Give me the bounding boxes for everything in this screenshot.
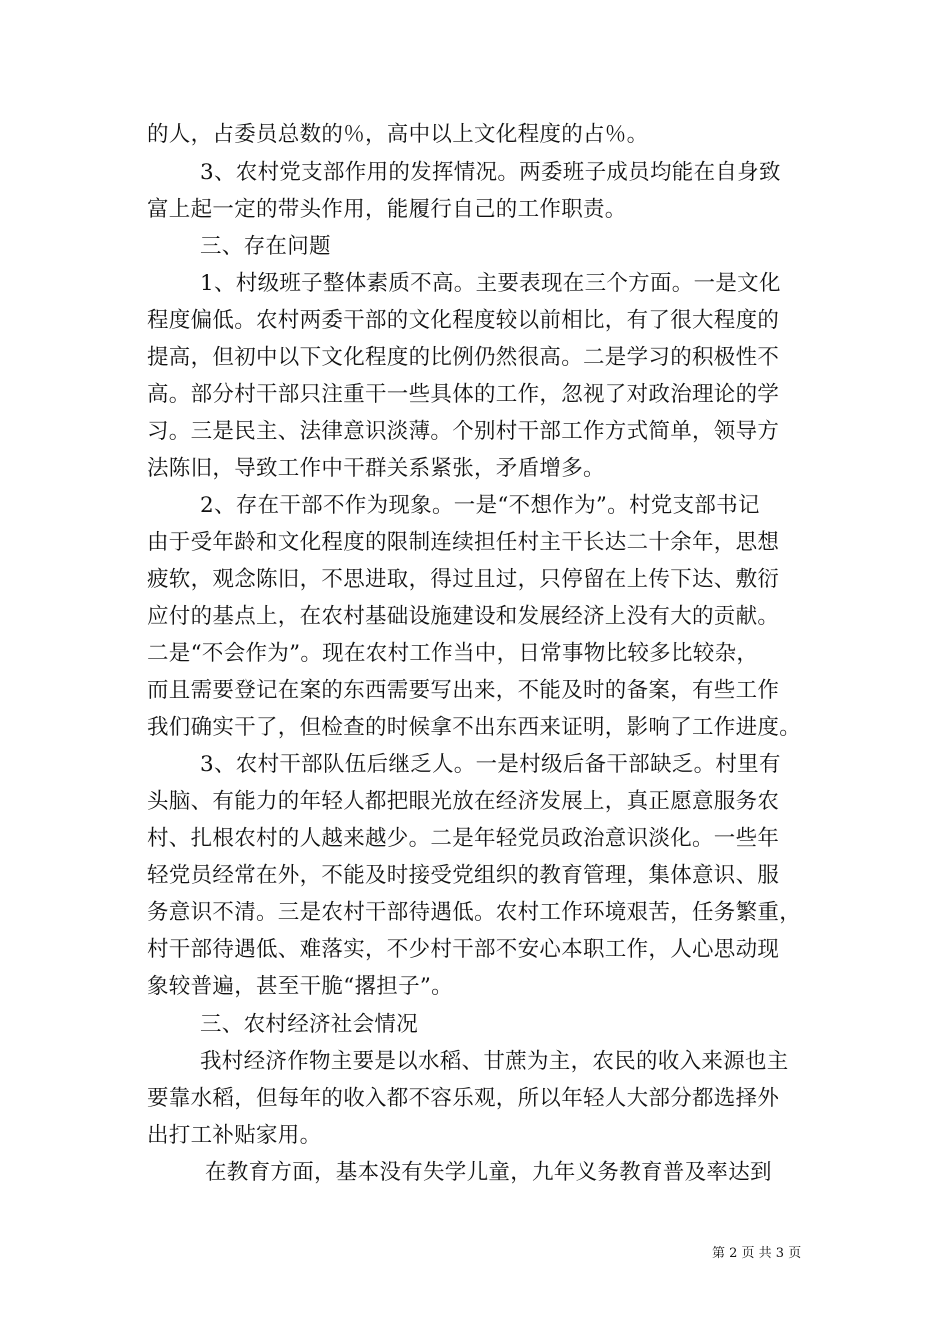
text-line: 要靠水稻，但每年的收入都不容乐观，所以年轻人大部分都选择外: [147, 1086, 780, 1111]
text-line: 象较普遍，甚至干脆“撂担子”。: [147, 974, 453, 999]
text-line: 务意识不清。三是农村干部待遇低。农村工作环境艰苦，任务繁重，: [147, 900, 802, 925]
paragraph-first-line: 3、农村党支部作用的发挥情况。两委班子成员均能在自身致: [200, 160, 781, 185]
paragraph-first-line: 1、村级班子整体素质不高。主要表现在三个方面。一是文化: [200, 271, 781, 296]
text-line: 由于受年龄和文化程度的限制连续担任村主干长达二十余年，思想: [147, 530, 780, 555]
text-line: 习。三是民主、法律意识淡薄。个别村干部工作方式简单，领导方: [147, 419, 780, 444]
text-line: 提高，但初中以下文化程度的比例仍然很高。二是学习的积极性不: [147, 345, 780, 370]
paragraph-first-line: 3、农村干部队伍后继乏人。一是村级后备干部缺乏。村里有: [200, 752, 781, 777]
text-line: 法陈旧，导致工作中干群关系紧张，矛盾增多。: [147, 456, 605, 481]
text-line: 出打工补贴家用。: [147, 1123, 322, 1148]
text-line: 村干部待遇低、难落实，不少村干部不安心本职工作，人心思动现: [147, 937, 780, 962]
text-line: 轻党员经常在外，不能及时接受党组织的教育管理，集体意识、服: [147, 863, 780, 888]
text-line: 头脑、有能力的年轻人都把眼光放在经济发展上，真正愿意服务农: [147, 789, 780, 814]
text-line: 应付的基点上，在农村基础设施建设和发展经济上没有大的贡献。: [147, 604, 780, 629]
section-heading: 三、存在问题: [200, 234, 331, 259]
text-line: 我们确实干了，但检查的时候拿不出东西来证明，影响了工作进度。: [147, 715, 802, 740]
paragraph-first-line: 在教育方面，基本没有失学儿童，九年义务教育普及率达到: [205, 1160, 772, 1185]
paragraph-first-line: 我村经济作物主要是以水稻、甘蔗为主，农民的收入来源也主: [200, 1049, 789, 1074]
page-number-footer: 第 2 页 共 3 页: [712, 1246, 802, 1261]
paragraph-first-line: 2、存在干部不作为现象。一是“不想作为”。村党支部书记: [200, 493, 760, 518]
text-line: 富上起一定的带头作用，能履行自己的工作职责。: [147, 197, 627, 222]
section-heading: 三、农村经济社会情况: [200, 1012, 419, 1037]
text-line: 而且需要登记在案的东西需要写出来，不能及时的备案，有些工作: [147, 678, 780, 703]
text-line: 二是“不会作为”。现在农村工作当中，日常事物比较多比较杂，: [147, 641, 759, 666]
text-line: 疲软，观念陈旧，不思进取，得过且过，只停留在上传下达、敷衍: [147, 567, 780, 592]
text-line: 程度偏低。农村两委干部的文化程度较以前相比，有了很大程度的: [147, 308, 780, 333]
text-line: 高。部分村干部只注重干一些具体的工作，忽视了对政治理论的学: [147, 382, 780, 407]
text-line: 村、扎根农村的人越来越少。二是年轻党员政治意识淡化。一些年: [147, 826, 780, 851]
text-line: 的人，占委员总数的％，高中以上文化程度的占％。: [147, 122, 649, 147]
